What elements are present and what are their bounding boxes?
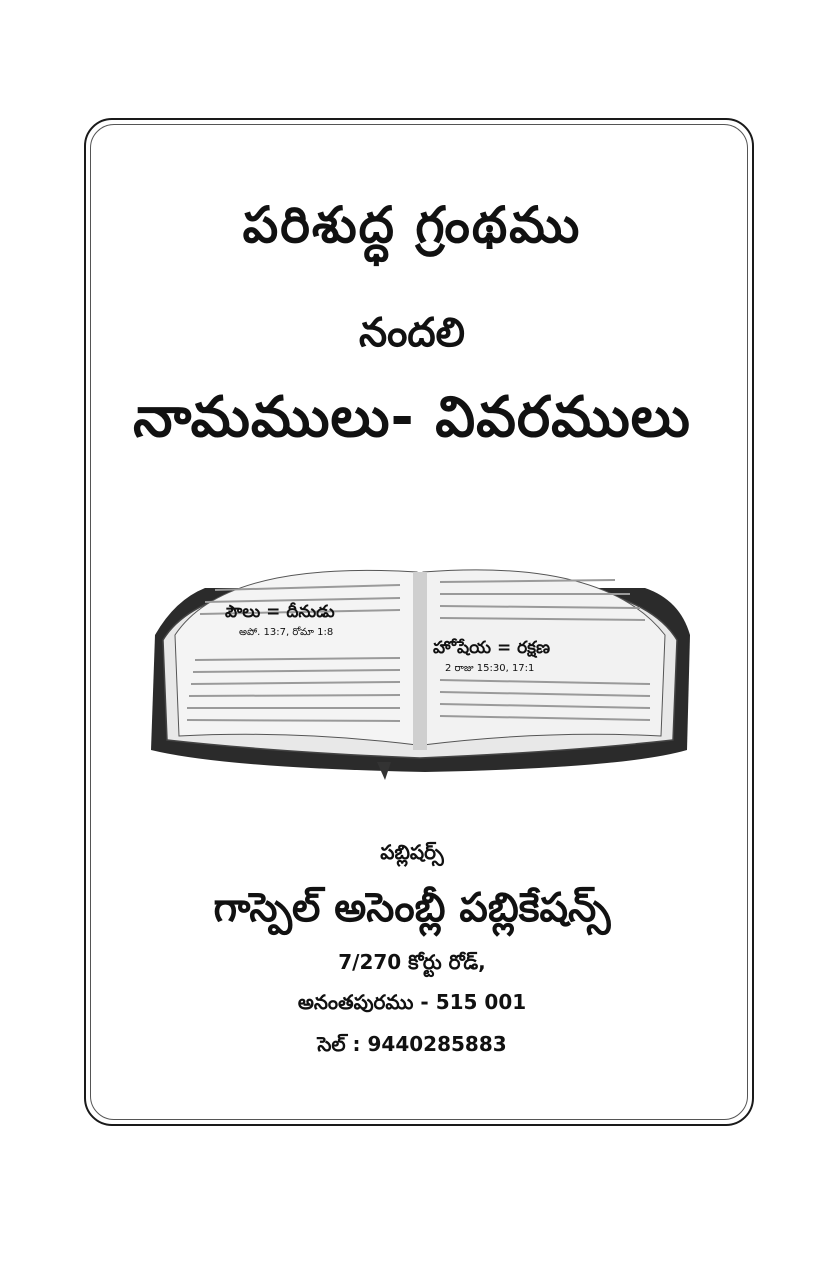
left-page-name: పౌలు = దీనుడు: [225, 602, 335, 622]
address-line-2: అనంతపురము - 515 001: [297, 990, 527, 1014]
publisher-name: గాస్పెల్ అసెంబ్లీ పబ్లికేషన్స్: [213, 885, 611, 931]
title-line-2: నందలి: [359, 310, 465, 356]
right-page-name: హోషేయ = రక్షణ: [433, 638, 551, 658]
title-line-1: పరిశుద్ధ గ్రంథము: [242, 196, 582, 254]
open-bible-image: [145, 540, 695, 790]
book-illustration: [145, 540, 695, 790]
left-page-reference: అపో. 13:7, రోమా 1:8: [239, 627, 334, 638]
address-line-1: 7/270 కోర్టు రోడ్,: [338, 950, 486, 974]
title-line-3: నామములు- వివరములు: [133, 385, 691, 450]
publisher-label: పబ్లిషర్స్: [380, 840, 444, 864]
right-page-reference: 2 రాజు 15:30, 17:1: [445, 663, 535, 674]
cell-number: సెల్ : 9440285883: [317, 1032, 507, 1056]
